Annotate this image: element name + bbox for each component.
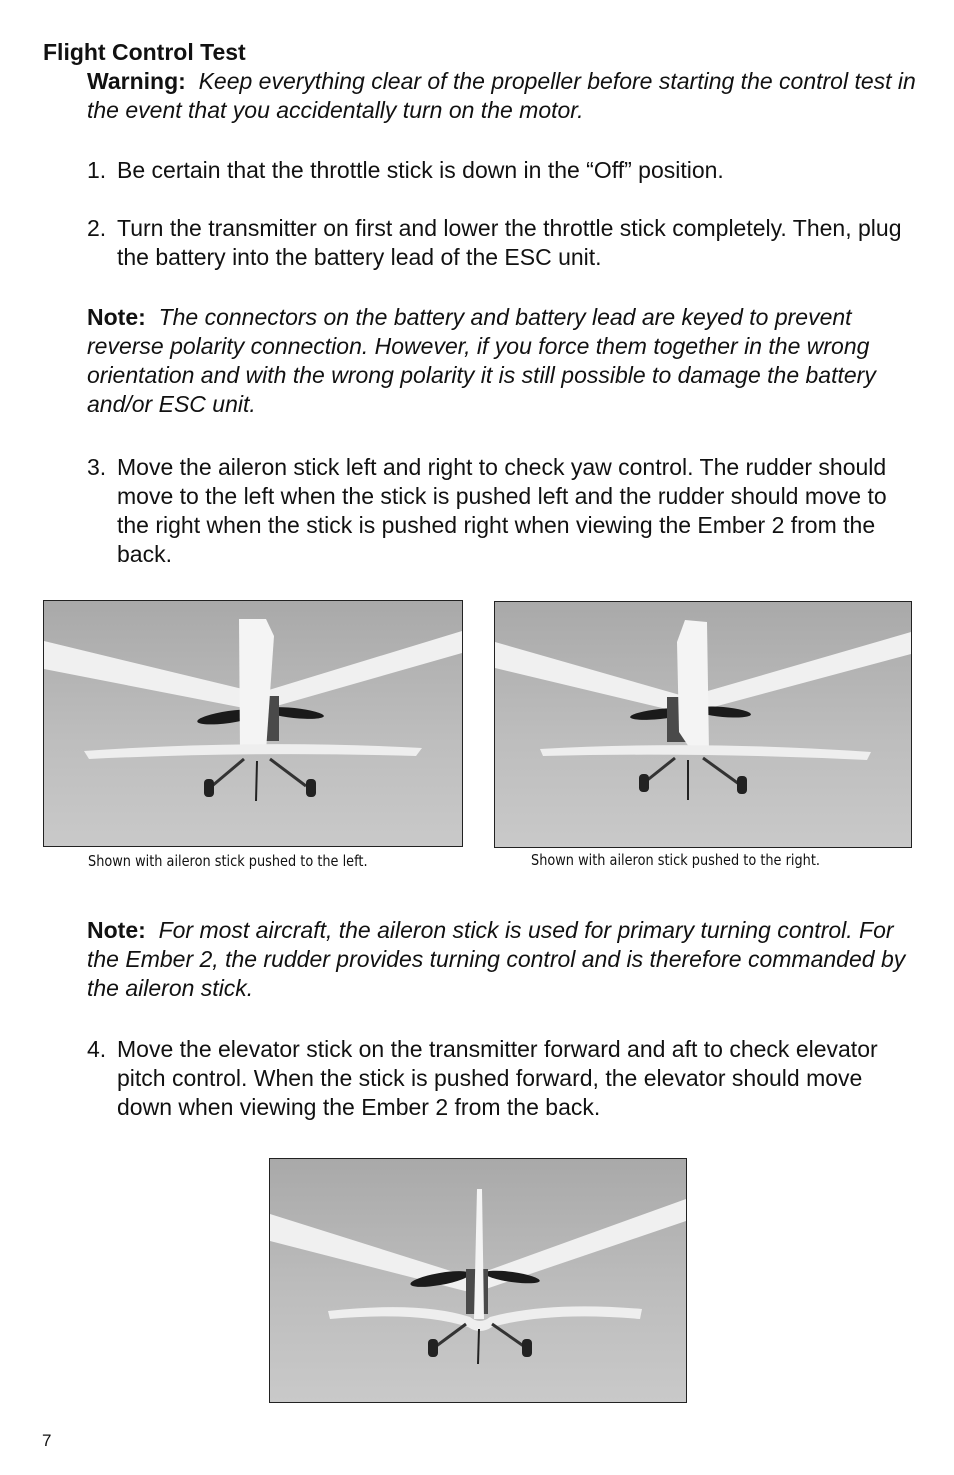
note-aileron	[87, 916, 917, 1003]
aircraft-rear-view-image	[495, 602, 911, 847]
step-number: 3.	[87, 454, 107, 480]
step-text: Turn the transmitter on first and lower the throttle stick completely. Then, plug the battery into the battery lead of the ESC unit.	[117, 215, 902, 270]
caption-left: Shown with aileron stick pushed to the left.	[88, 852, 368, 870]
note-polarity	[87, 303, 917, 419]
step-text: Be certain that the throttle stick is down in the “Off” position.	[117, 157, 724, 183]
step-number: 2.	[87, 215, 107, 241]
warning-text: Keep everything clear of the propeller before starting the control test in the event that you accidentally turn on the motor.	[87, 68, 916, 123]
step-text: Move the aileron stick left and right to check yaw control. The rudder should move to the left when the stick is pushed left and the rudder should move to the right when the stick is pushed right when viewing the Ember 2 from the back.	[117, 454, 887, 567]
step-4	[87, 1035, 917, 1122]
note-text: The connectors on the battery and battery lead are keyed to prevent reverse polarity connection. However, if you force them together in the wrong orientation and with the wrong polarity it is still possible to damage the battery and/or ESC unit.	[87, 304, 876, 417]
note-text: For most aircraft, the aileron stick is used for primary turning control. For the Ember 2, the rudder provides turning control and is therefore commanded by the aileron stick.	[87, 917, 906, 1001]
photo-elevator	[269, 1158, 687, 1403]
photo-rudder-left	[43, 600, 463, 847]
step-2	[87, 214, 917, 272]
aircraft-rear-view-image	[44, 601, 462, 846]
warning-paragraph	[87, 67, 917, 125]
step-3	[87, 453, 917, 569]
step-number: 1.	[87, 157, 107, 183]
step-1	[87, 156, 917, 185]
page-number: 7	[42, 1431, 52, 1450]
caption-right: Shown with aileron stick pushed to the right.	[531, 851, 821, 869]
warning-label: Warning:	[87, 68, 186, 94]
step-text: Move the elevator stick on the transmitter forward and aft to check elevator pitch control. When the stick is pushed forward, the elevator should move down when viewing the Ember 2 from the back.	[117, 1036, 878, 1120]
aircraft-rear-view-image	[270, 1159, 686, 1402]
note-label: Note:	[87, 917, 146, 943]
note-label: Note:	[87, 304, 146, 330]
photo-rudder-right	[494, 601, 912, 848]
section-heading: Flight Control Test	[43, 39, 246, 65]
step-number: 4.	[87, 1036, 107, 1062]
